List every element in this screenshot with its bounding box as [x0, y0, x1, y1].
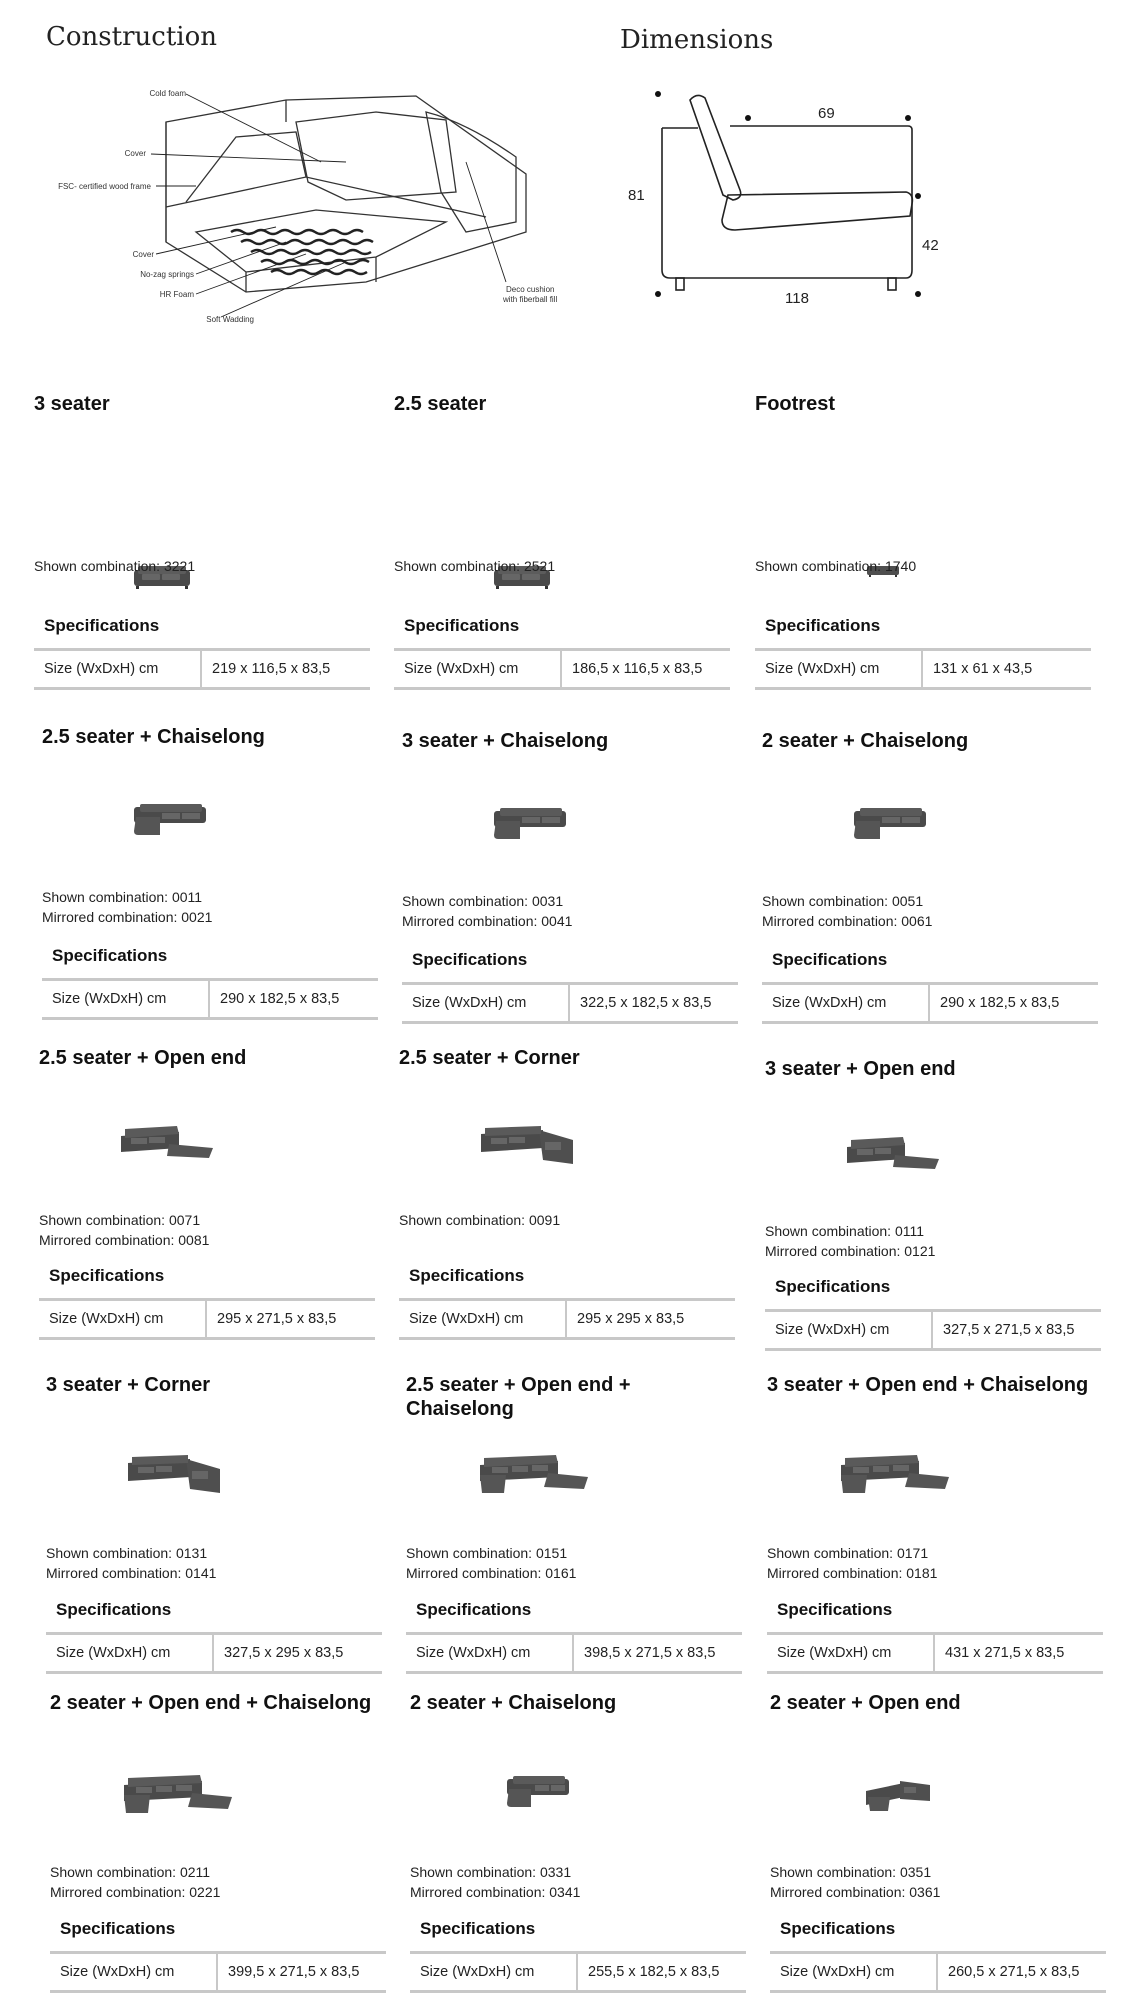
combination-info [762, 891, 932, 931]
size-label: Size (WxDxH) cm [399, 1301, 567, 1337]
specifications-heading: Specifications [416, 1600, 532, 1619]
shown-combination: Shown combination: 0171 [767, 1545, 929, 1561]
size-value: 260,5 x 271,5 x 83,5 [948, 1964, 1080, 1980]
specifications-heading: Specifications [44, 616, 160, 635]
construction-diagram [46, 82, 586, 332]
specifications-table [770, 1951, 1106, 1993]
size-label: Size (WxDxH) cm [46, 1635, 214, 1671]
size-label: Size (WxDxH) cm [39, 1301, 207, 1337]
dim-label-seat-height: 42 [922, 237, 939, 254]
shown-combination: Shown combination: 0331 [410, 1864, 572, 1880]
dim-label-height: 81 [628, 187, 645, 204]
product-title: 3 seater + Open end + Chaiselong [767, 1374, 1089, 1396]
mirrored-combination: Mirrored combination: 0341 [410, 1884, 581, 1900]
product-thumbnail [126, 1455, 222, 1500]
combination-info [34, 556, 195, 576]
size-label: Size (WxDxH) cm [755, 651, 923, 687]
product-title: 2.5 seater + Open end + Chaiselong [406, 1374, 631, 1420]
mirrored-combination: Mirrored combination: 0081 [39, 1232, 210, 1248]
specifications-table [762, 982, 1098, 1024]
specifications-table [755, 648, 1091, 690]
size-value: 399,5 x 271,5 x 83,5 [228, 1964, 360, 1980]
product-title: 3 seater + Corner [46, 1374, 210, 1396]
specifications-heading: Specifications [409, 1266, 525, 1285]
mirrored-combination: Mirrored combination: 0141 [46, 1565, 217, 1581]
product-thumbnail [839, 1455, 951, 1500]
size-label: Size (WxDxH) cm [762, 985, 930, 1021]
size-label: Size (WxDxH) cm [406, 1635, 574, 1671]
product-thumbnail [122, 1775, 234, 1820]
dim-label-depth: 69 [818, 105, 835, 122]
product-title: 3 seater + Chaiselong [402, 730, 609, 752]
product-title: 2 seater + Chaiselong [410, 1692, 617, 1714]
specifications-table [39, 1298, 375, 1340]
product-thumbnail [505, 1775, 571, 1814]
mirrored-combination: Mirrored combination: 0221 [50, 1884, 221, 1900]
specifications-table [402, 982, 738, 1024]
shown-combination: Shown combination: 0091 [399, 1212, 561, 1228]
combination-info [410, 1862, 580, 1902]
size-label: Size (WxDxH) cm [42, 981, 210, 1017]
size-value: 295 x 295 x 83,5 [577, 1311, 685, 1327]
specifications-heading: Specifications [404, 616, 520, 635]
size-value: 322,5 x 182,5 x 83,5 [580, 995, 712, 1011]
mirrored-combination: Mirrored combination: 0121 [765, 1243, 936, 1259]
combination-info [39, 1210, 209, 1250]
product-title: 2.5 seater [394, 393, 487, 415]
size-value: 290 x 182,5 x 83,5 [220, 991, 340, 1007]
shown-combination: Shown combination: 3221 [34, 558, 196, 574]
product-thumbnail [119, 1126, 215, 1167]
shown-combination: Shown combination: 0211 [50, 1864, 211, 1880]
combination-info [755, 556, 916, 576]
callout-fiberball: with fiberball fill [503, 295, 558, 304]
specifications-table [50, 1951, 386, 1993]
size-value: 327,5 x 271,5 x 83,5 [943, 1322, 1075, 1338]
specifications-table [399, 1298, 735, 1340]
specifications-heading: Specifications [765, 616, 881, 635]
mirrored-combination: Mirrored combination: 0061 [762, 913, 933, 929]
specifications-table [394, 648, 730, 690]
mirrored-combination: Mirrored combination: 0181 [767, 1565, 938, 1581]
size-label: Size (WxDxH) cm [765, 1312, 933, 1348]
specifications-heading: Specifications [52, 946, 168, 965]
shown-combination: Shown combination: 0071 [39, 1212, 201, 1228]
size-value: 255,5 x 182,5 x 83,5 [588, 1964, 720, 1980]
combination-info [406, 1543, 576, 1583]
specifications-table [46, 1632, 382, 1674]
mirrored-combination: Mirrored combination: 0161 [406, 1565, 577, 1581]
shown-combination: Shown combination: 0151 [406, 1545, 568, 1561]
specifications-table [42, 978, 378, 1020]
product-title: Footrest [755, 393, 835, 415]
specifications-heading: Specifications [772, 950, 888, 969]
size-value: 219 x 116,5 x 83,5 [212, 661, 331, 677]
callout-cover-top: Cover [124, 149, 146, 158]
size-value: 295 x 271,5 x 83,5 [217, 1311, 337, 1327]
specifications-table [406, 1632, 742, 1674]
specifications-heading: Specifications [780, 1919, 896, 1938]
combination-info [767, 1543, 937, 1583]
mirrored-combination: Mirrored combination: 0041 [402, 913, 573, 929]
specifications-table [765, 1309, 1101, 1351]
combination-info [50, 1862, 220, 1902]
combination-info [46, 1543, 216, 1583]
callout-springs: No-zag springs [140, 270, 194, 279]
mirrored-combination: Mirrored combination: 0361 [770, 1884, 941, 1900]
product-thumbnail [852, 807, 928, 846]
combination-info [42, 887, 212, 927]
specifications-table [767, 1632, 1103, 1674]
callout-cold-foam: Cold foam [149, 89, 186, 98]
product-title: 3 seater + Open end [765, 1058, 956, 1080]
size-value: 431 x 271,5 x 83,5 [945, 1645, 1065, 1661]
specifications-heading: Specifications [56, 1600, 172, 1619]
dimensions-diagram [610, 80, 950, 310]
size-label: Size (WxDxH) cm [767, 1635, 935, 1671]
combination-info [402, 891, 572, 931]
size-label: Size (WxDxH) cm [394, 651, 562, 687]
shown-combination: Shown combination: 0011 [42, 889, 203, 905]
construction-title: Construction [46, 22, 217, 52]
specifications-table [34, 648, 370, 690]
shown-combination: Shown combination: 0111 [765, 1223, 925, 1239]
product-thumbnail [479, 1126, 575, 1171]
specifications-heading: Specifications [60, 1919, 176, 1938]
product-title: 2 seater + Open end + Chaiselong [50, 1692, 372, 1714]
shown-combination: Shown combination: 0131 [46, 1545, 208, 1561]
product-thumbnail [845, 1137, 941, 1178]
callout-wood-frame: FSC- certified wood frame [58, 182, 151, 191]
shown-combination: Shown combination: 2521 [394, 558, 556, 574]
combination-info [765, 1221, 935, 1261]
size-label: Size (WxDxH) cm [34, 651, 202, 687]
callout-deco-cushion: Deco cushion [506, 285, 555, 294]
product-title: 2 seater + Open end [770, 1692, 961, 1714]
specifications-heading: Specifications [775, 1277, 891, 1296]
combination-info [399, 1210, 560, 1230]
size-label: Size (WxDxH) cm [770, 1954, 938, 1990]
size-label: Size (WxDxH) cm [410, 1954, 578, 1990]
product-title: 3 seater [34, 393, 110, 415]
product-title: 2.5 seater + Corner [399, 1047, 580, 1069]
product-thumbnail [492, 807, 568, 846]
product-title: 2 seater + Chaiselong [762, 730, 969, 752]
dim-label-width: 118 [785, 290, 809, 307]
product-thumbnail [864, 1775, 932, 1818]
size-value: 186,5 x 116,5 x 83,5 [572, 661, 703, 677]
callout-hr-foam: HR Foam [159, 290, 194, 299]
shown-combination: Shown combination: 0351 [770, 1864, 932, 1880]
specifications-heading: Specifications [777, 1600, 893, 1619]
callout-cover-bottom: Cover [132, 250, 154, 259]
shown-combination: Shown combination: 0031 [402, 893, 564, 909]
combination-info [770, 1862, 940, 1902]
product-title: 2.5 seater + Open end [39, 1047, 247, 1069]
size-value: 131 x 61 x 43,5 [933, 661, 1033, 677]
combination-info [394, 556, 555, 576]
shown-combination: Shown combination: 0051 [762, 893, 924, 909]
mirrored-combination: Mirrored combination: 0021 [42, 909, 213, 925]
product-thumbnail [478, 1455, 590, 1500]
product-thumbnail [132, 803, 208, 842]
specifications-table [410, 1951, 746, 1993]
size-value: 398,5 x 271,5 x 83,5 [584, 1645, 716, 1661]
product-title: 2.5 seater + Chaiselong [42, 726, 265, 748]
size-label: Size (WxDxH) cm [402, 985, 570, 1021]
dimensions-title: Dimensions [620, 25, 774, 55]
size-value: 290 x 182,5 x 83,5 [940, 995, 1060, 1011]
callout-soft-wadding: Soft Wadding [206, 315, 254, 324]
shown-combination: Shown combination: 1740 [755, 558, 917, 574]
specifications-heading: Specifications [420, 1919, 536, 1938]
size-label: Size (WxDxH) cm [50, 1954, 218, 1990]
size-value: 327,5 x 295 x 83,5 [224, 1645, 344, 1661]
specifications-heading: Specifications [49, 1266, 165, 1285]
specifications-heading: Specifications [412, 950, 528, 969]
